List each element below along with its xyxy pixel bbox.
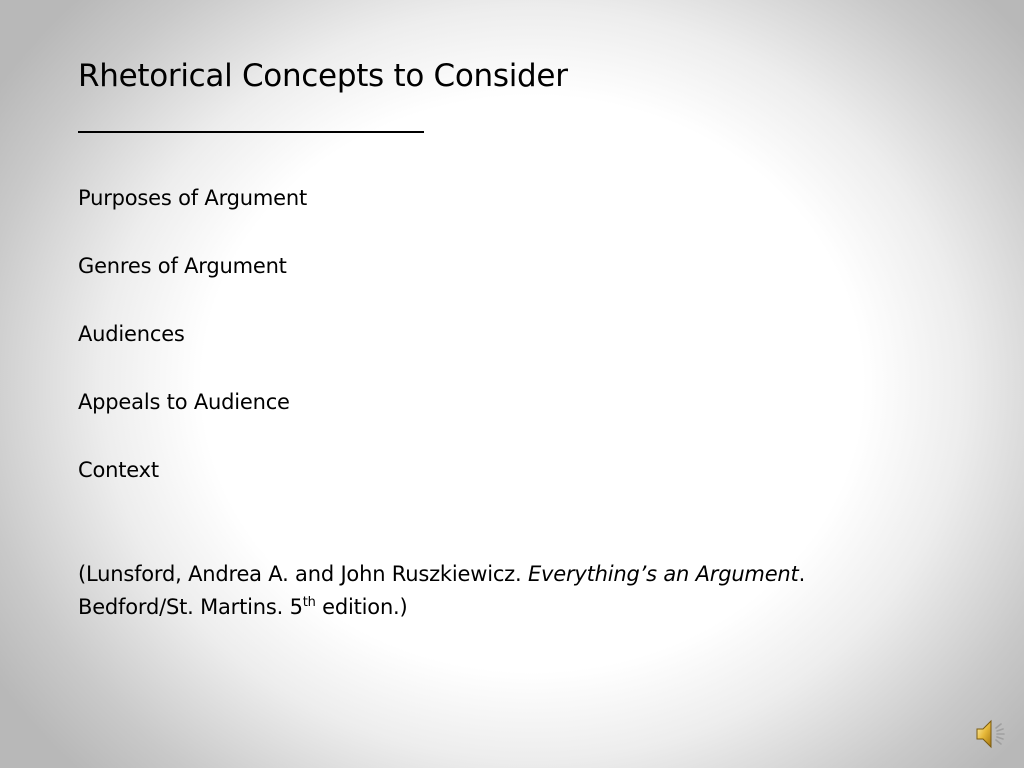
- concept-item-purposes: Purposes of Argument: [78, 186, 307, 210]
- citation: [78, 558, 958, 624]
- concept-item-appeals: Appeals to Audience: [78, 390, 290, 414]
- concept-item-context: Context: [78, 458, 159, 482]
- citation-edition: edition.): [315, 595, 408, 619]
- title-underline: [78, 131, 424, 133]
- concept-item-audiences: Audiences: [78, 322, 185, 346]
- citation-line1-suffix: .: [798, 562, 806, 586]
- concept-item-genres: Genres of Argument: [78, 254, 287, 278]
- speaker-icon-graphic: [972, 716, 1008, 752]
- citation-book-title: Everything’s an Argument: [527, 562, 799, 586]
- slide-title: Rhetorical Concepts to Consider: [78, 58, 568, 94]
- citation-publisher: Bedford/St. Martins. 5: [78, 595, 303, 619]
- citation-prefix: (Lunsford, Andrea A. and John Ruszkiewicz.: [78, 562, 528, 586]
- citation-ordinal-suffix: th: [302, 595, 316, 610]
- speaker-icon[interactable]: [972, 716, 1008, 752]
